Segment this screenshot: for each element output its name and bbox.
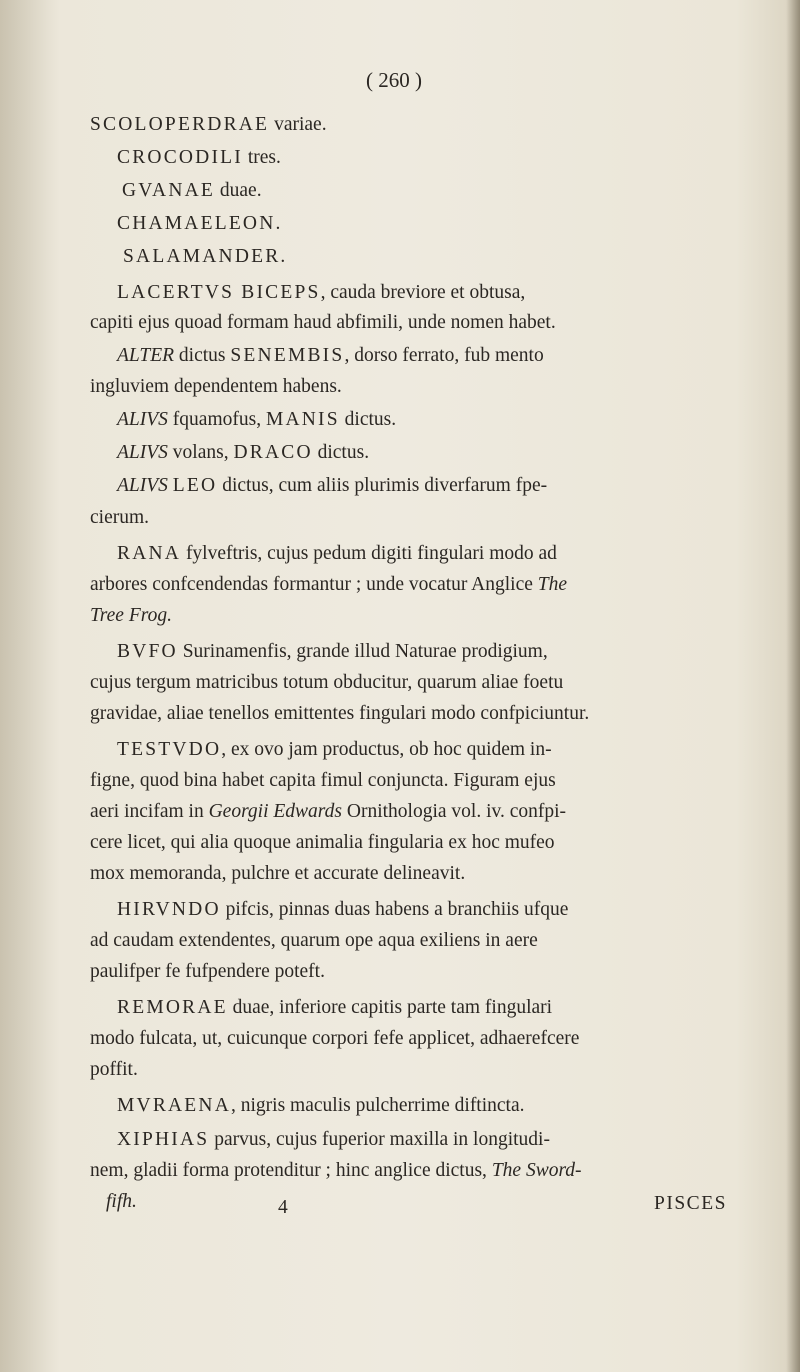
entry-title: CHAMAELEON.	[117, 213, 283, 234]
entry-crocodili	[117, 148, 281, 168]
entry-title: SCOLOPERDRAE	[90, 114, 270, 135]
entry-title: HIRVNDO	[117, 899, 221, 920]
entry-scolopendrae	[90, 115, 327, 135]
entry-bufo	[117, 642, 548, 662]
entry-text: , dorso ferrato, fub mento	[344, 345, 544, 366]
entry-xiphias	[117, 1130, 550, 1150]
entry-text: arbores confcendendas formantur ; unde vocatur Anglice	[90, 574, 538, 595]
entry-hirundo	[117, 900, 568, 920]
entry-text: fquamofus,	[167, 409, 266, 430]
entry-text: parvus, cujus fuperior maxilla in longitudi-	[209, 1129, 550, 1150]
entry-title: GVANAE	[122, 180, 216, 201]
text-line: capiti ejus quoad formam haud abfimili, unde nomen habet.	[90, 312, 556, 333]
text-line	[90, 802, 566, 822]
signature-mark: 4	[278, 1197, 288, 1218]
entry-title: LACERTVS BICEPS	[117, 282, 321, 303]
text-line: cere licet, qui alia quoque animalia fingularia ex hoc mufeo	[90, 832, 555, 853]
page-right-edge	[786, 0, 800, 1372]
text-line: mox memoranda, pulchre et accurate delineavit.	[90, 863, 466, 884]
entry-text: , cauda breviore et obtusa,	[320, 282, 526, 303]
entry-name: MANIS	[265, 409, 340, 430]
entry-alter	[117, 346, 544, 366]
page-number: ( 260 )	[366, 68, 422, 92]
entry-title: SALAMANDER.	[123, 246, 288, 267]
entry-english-name: The Sword-	[491, 1160, 582, 1181]
entry-title: ALTER	[117, 345, 175, 366]
entry-title: CROCODILI	[117, 147, 243, 168]
text-line	[90, 575, 567, 595]
entry-title: TESTVDO	[117, 739, 222, 760]
entry-text: variae.	[269, 114, 327, 135]
entry-alius-leo	[117, 476, 547, 496]
entry-title: ALIVS	[117, 475, 168, 496]
entry-text: volans,	[167, 442, 234, 463]
entry-title: XIPHIAS	[117, 1129, 210, 1150]
text-line: ad caudam extendentes, quarum ope aqua exiliens in aere	[90, 930, 538, 951]
entry-text: duae.	[215, 180, 262, 201]
entry-title: RANA	[117, 543, 182, 564]
entry-text: , ex ovo jam productus, ob hoc quidem in-	[221, 739, 552, 760]
entry-text: fylveftris, cujus pedum digiti fingulari modo ad	[181, 543, 557, 564]
entry-title: MVRAENA	[117, 1095, 231, 1116]
entry-name: DRACO	[233, 442, 313, 463]
entry-name: SENEMBIS	[230, 345, 345, 366]
entry-title: ALIVS	[117, 409, 168, 430]
entry-text: tres.	[242, 147, 281, 168]
text-line: paulifper fe fufpendere poteft.	[90, 961, 325, 982]
entry-title: BVFO	[117, 641, 178, 662]
entry-alius-manis	[117, 410, 396, 430]
entry-text: duae, inferiore capitis parte tam fingulari	[227, 997, 553, 1018]
entry-text: nem, gladii forma protenditur ; hinc anglice dictus,	[90, 1160, 492, 1181]
text-line: figne, quod bina habet capita fimul conjuncta. Figuram ejus	[90, 770, 556, 791]
entry-title: ALIVS	[117, 442, 168, 463]
entry-lacertus	[117, 283, 725, 303]
entry-text: pifcis, pinnas duas habens a branchiis ufque	[220, 899, 569, 920]
text-line: cierum.	[90, 507, 150, 528]
text-line: cujus tergum matricibus totum obducitur, quarum aliae foetu	[90, 672, 564, 693]
text-line: fifh.	[106, 1191, 137, 1212]
author-name: Georgii Edwards	[208, 801, 343, 822]
entry-text: aeri incifam in	[90, 801, 209, 822]
text-line	[90, 1161, 582, 1181]
text-line: Tree Frog.	[90, 605, 172, 626]
entry-name: LEO	[172, 475, 218, 496]
entry-gvanae	[122, 181, 262, 201]
entry-text: dictus.	[312, 442, 370, 463]
entry-text: dictus	[174, 345, 231, 366]
entry-text: Surinamenfis, grande illud Naturae prodigium,	[177, 641, 548, 662]
entry-salamander	[123, 247, 288, 267]
entry-alius-draco	[117, 443, 369, 463]
entry-english-name: The	[537, 574, 568, 595]
entry-muraena	[117, 1096, 525, 1116]
entry-text: , nigris maculis pulcherrime diftincta.	[231, 1095, 525, 1116]
text-line: poffit.	[90, 1059, 138, 1080]
entry-rana	[117, 544, 557, 564]
catchword: PISCES	[654, 1193, 727, 1214]
entry-title: REMORAE	[117, 997, 228, 1018]
entry-remorae	[117, 998, 552, 1018]
page-left-shadow	[0, 0, 60, 1372]
entry-text: dictus, cum aliis plurimis diverfarum fpe-	[217, 475, 548, 496]
entry-testudo	[117, 740, 552, 760]
text-line: ingluviem dependentem habens.	[90, 376, 342, 397]
entry-chamaeleon	[117, 214, 283, 234]
entry-text: Ornithologia vol. iv. confpi-	[342, 801, 567, 822]
text-line: modo fulcata, ut, cuicunque corpori fefe applicet, adhaerefcere	[90, 1028, 580, 1049]
text-line: gravidae, aliae tenellos emittentes fingulari modo confpiciuntur.	[90, 703, 590, 724]
entry-text: dictus.	[339, 409, 397, 430]
